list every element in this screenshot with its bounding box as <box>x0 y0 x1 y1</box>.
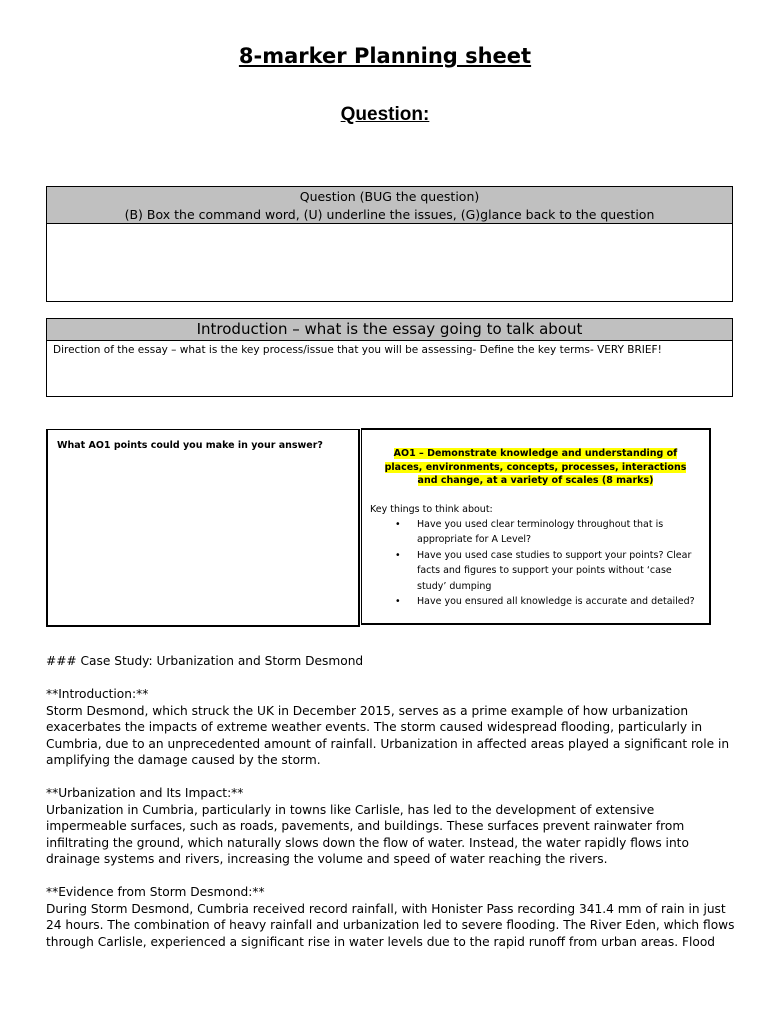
list-item-text: Have you ensured all knowledge is accurate and detailed? <box>417 596 695 607</box>
list-item <box>362 548 709 595</box>
essay-impact-text: Urbanization in Cumbria, particularly in towns like Carlisle, has led to the development of extensive impermeable surfaces, such as roads, pavements, and buildings. These surfaces prevent rainwater from infiltrating the ground, which naturally slows down the flow of water. Instead, the water rapidly flows into drainage systems and rivers, increasing the volume and speed of water reaching the rivers. <box>46 802 689 866</box>
list-item <box>362 594 709 610</box>
ao1-points-box[interactable] <box>46 429 360 627</box>
list-item <box>362 517 709 548</box>
essay-intro-label: **Introduction:** <box>46 687 149 701</box>
list-item-text: Have you used case studies to support your points? Clear facts and figures to support your points without ‘case study’ dumping <box>417 549 692 592</box>
question-box <box>46 186 733 302</box>
page-title: 8-marker Planning sheet <box>238 44 532 68</box>
ao1-criteria-box <box>361 428 711 625</box>
ao1-checklist <box>362 517 709 610</box>
essay-impact-label: **Urbanization and Its Impact:** <box>46 786 244 800</box>
introduction-box <box>46 318 733 397</box>
essay-intro-paragraph <box>46 686 736 769</box>
ao1-description <box>374 447 697 488</box>
question-box-header-line1: Question (BUG the question) <box>299 189 480 204</box>
essay-impact-paragraph <box>46 785 736 868</box>
key-things-label: Key things to think about: <box>370 503 493 515</box>
list-item-text: Have you used clear terminology throughout that is appropriate for A Level? <box>417 518 664 545</box>
bullet-icon: • <box>395 518 401 530</box>
question-box-header <box>47 187 732 224</box>
introduction-box-body[interactable]: Direction of the essay – what is the key process/issue that you will be assessing- Define the key terms- VERY BRIEF! <box>53 344 662 356</box>
essay-heading: ### Case Study: Urbanization and Storm Desmond <box>46 654 364 668</box>
essay-evidence-text: During Storm Desmond, Cumbria received record rainfall, with Honister Pass recording 341.4 mm of rain in just 24 hours. The combination of heavy rainfall and urbanization led to severe flooding. The River Eden, which flows through Carlisle, experienced a significant rise in water levels due to the rapid runoff from urban areas. Flood <box>46 901 735 949</box>
ao1-points-prompt: What AO1 points could you make in your answer? <box>57 440 323 451</box>
bullet-icon: • <box>395 549 401 561</box>
ao1-description-text: AO1 – Demonstrate knowledge and understanding of places, environments, concepts, processes, interactions and change, at a variety of scales (8 marks) <box>384 448 687 486</box>
introduction-box-header: Introduction – what is the essay going to talk about <box>47 319 732 341</box>
essay-text <box>46 653 736 967</box>
essay-intro-text: Storm Desmond, which struck the UK in December 2015, serves as a prime example of how urbanization exacerbates the impacts of extreme weather events. The storm caused widespread flooding, particularly in Cumbria, due to an unprecedented amount of rainfall. Urbanization in affected areas played a significant role in amplifying the damage caused by the storm. <box>46 703 730 767</box>
question-heading: Question: <box>340 104 430 125</box>
bullet-icon: • <box>395 596 401 607</box>
essay-evidence-paragraph <box>46 884 736 950</box>
essay-evidence-label: **Evidence from Storm Desmond:** <box>46 885 265 899</box>
question-box-header-line2: (B) Box the command word, (U) underline the issues, (G)glance back to the question <box>124 206 655 222</box>
